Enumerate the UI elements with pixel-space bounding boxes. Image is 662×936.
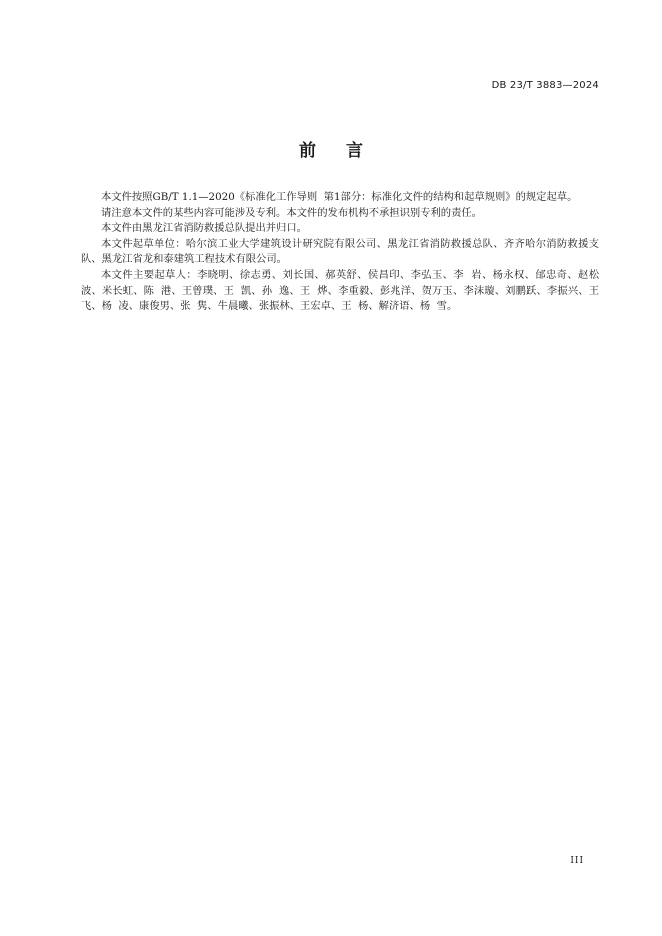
paragraph-patent-notice: 请注意本文件的某些内容可能涉及专利。本文件的发布机构不承担识别专利的责任。 (101, 206, 482, 219)
standard-code: DB 23/T 3883—2024 (491, 80, 599, 91)
foreword-body (81, 190, 606, 315)
page-number: III (570, 856, 584, 866)
paragraph-proposer: 本文件由黑龙江省消防救援总队提出并归口。 (101, 222, 307, 235)
paragraph-drafters: 本文件主要起草人：李晓明、徐志勇、刘长国、郝英舒、侯昌印、李弘玉、李 岩、杨永权、邰忠奇、赵松波、米长虹、陈 港、王曾璞、王 凯、孙 逸、王 烨、李重毅、彭兆洋、贺万玉、李沫璇、刘鹏跃、李振兴、王 飞、杨 凌、康俊男、张 隽、牛晨曦、张振林、王宏卓、王 杨、解济语、杨 雪。 (81, 268, 606, 313)
page-title (0, 136, 662, 161)
paragraph-drafting-basis: 本文件按照GB/T 1.1—2020《标准化工作导则 第1部分：标准化文件的结构和起草规则》的规定起草。 (101, 191, 578, 203)
paragraph-drafting-units: 本文件起草单位：哈尔滨工业大学建筑设计研究院有限公司、黑龙江省消防救援总队、齐齐哈尔消防救援支队、黑龙江省龙和泰建筑工程技术有限公司。 (81, 237, 599, 266)
title-char-2: 言 (346, 141, 363, 161)
title-char-1: 前 (299, 141, 316, 161)
